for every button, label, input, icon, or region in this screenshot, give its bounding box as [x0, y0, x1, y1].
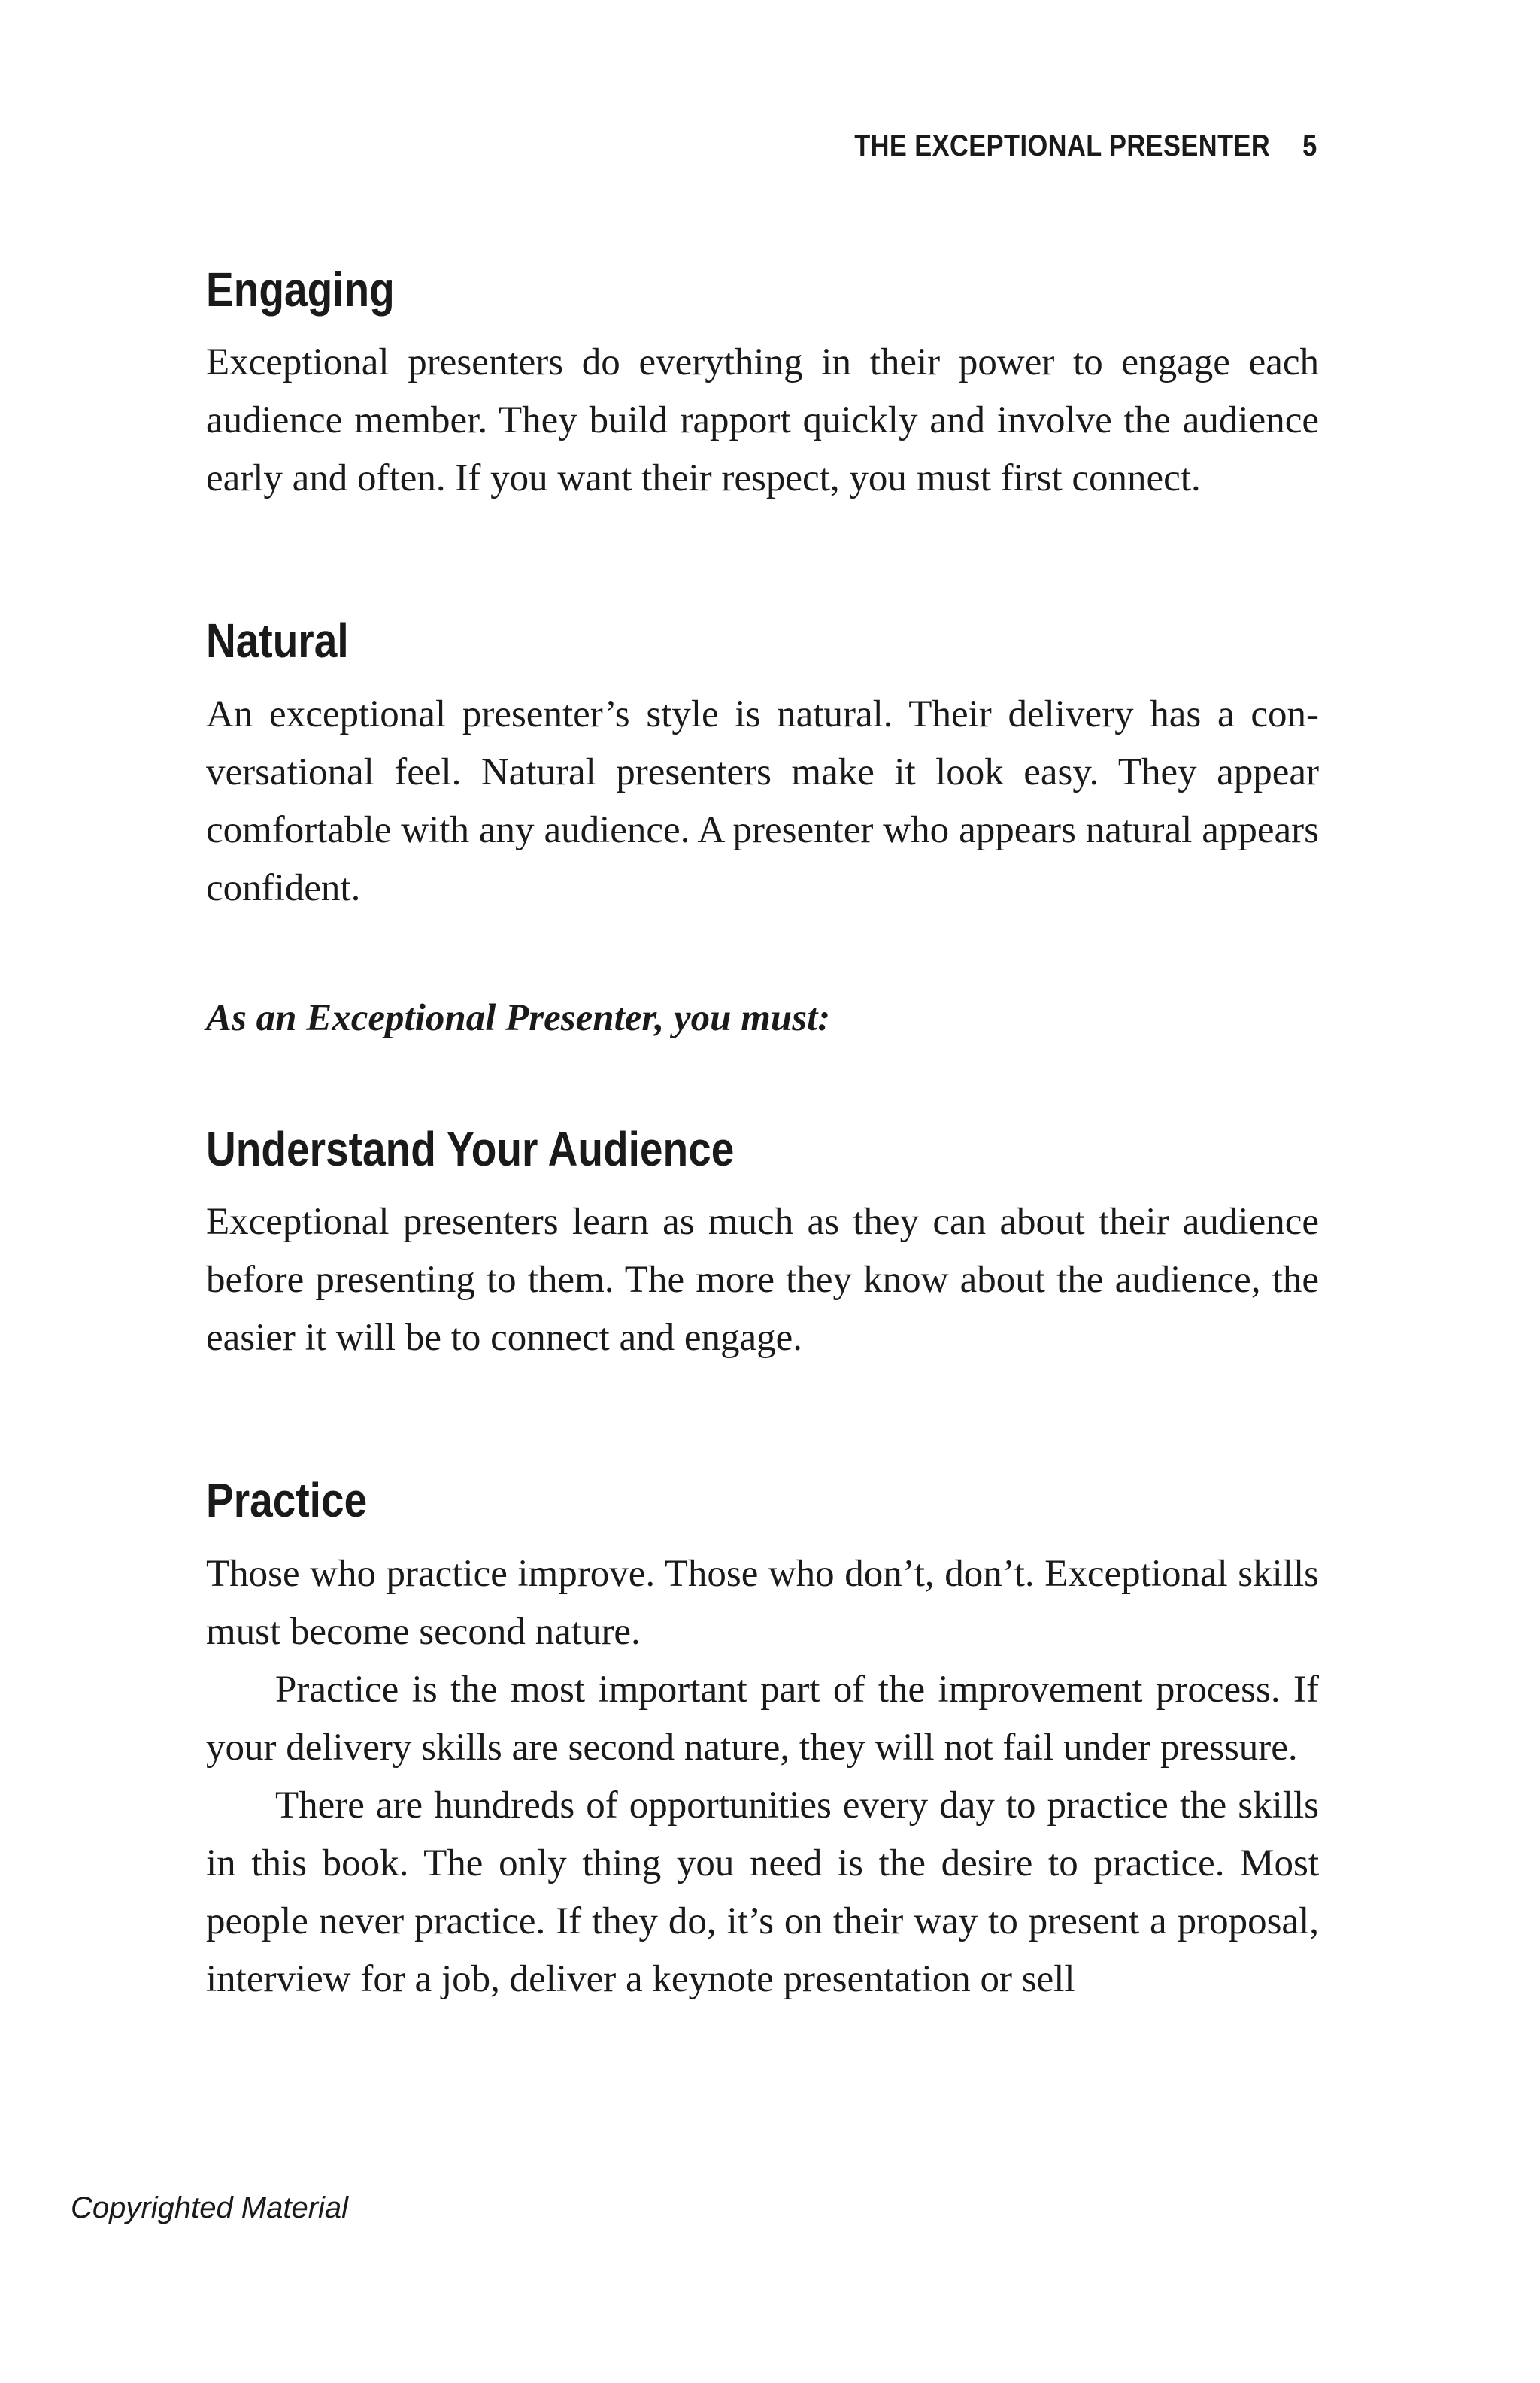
section-natural — [206, 614, 1319, 917]
section-practice — [206, 1474, 1319, 2008]
paragraph: Exceptional presenters learn as much as they can about their audience before presenting to them. The more they know about the audience, the easier it will be to connect and engage. — [206, 1201, 1319, 1360]
paragraph: Exceptional presenters do everything in their power to engage each audience member. They build rapport quickly and involve the audience early and often. If you want their respect, you must first connect. — [206, 341, 1319, 500]
section-understand-audience — [206, 1123, 1319, 1367]
must-intro-line: As an Exceptional Presenter, you must: — [206, 996, 831, 1039]
running-head — [854, 129, 1317, 163]
heading-engaging: Engaging — [206, 262, 395, 317]
running-title: THE EXCEPTIONAL PRESENTER — [854, 129, 1271, 162]
page-number: 5 — [1302, 129, 1317, 162]
paragraph: An exceptional presenter’s style is natural. Their delivery has a conversational feel. Natural presenters make it look easy. They appear comfortable with any audience. A presenter who appears natural appears confident. — [206, 693, 1319, 909]
paragraph: Practice is the most important part of the improvement process. If your delivery skills are second nature, they will not fail under pressure. — [206, 1668, 1319, 1769]
copyright-notice: Copyrighted Material — [71, 2191, 349, 2224]
paragraph: Those who practice improve. Those who don’t, don’t. Exceptional skills must become second nature. — [206, 1552, 1319, 1653]
section-engaging — [206, 263, 1319, 508]
body-text — [206, 263, 1319, 2009]
heading-natural: Natural — [206, 614, 349, 669]
heading-understand-audience: Understand Your Audience — [206, 1121, 735, 1176]
paragraph: There are hundreds of opportunities every day to practice the skills in this book. The only thing you need is the desire to practice. Most people never practice. If they do, it’s on their way to present a proposal, interview for a job, deliver a keynote presentation or sell — [206, 1784, 1319, 2000]
heading-practice: Practice — [206, 1473, 368, 1528]
